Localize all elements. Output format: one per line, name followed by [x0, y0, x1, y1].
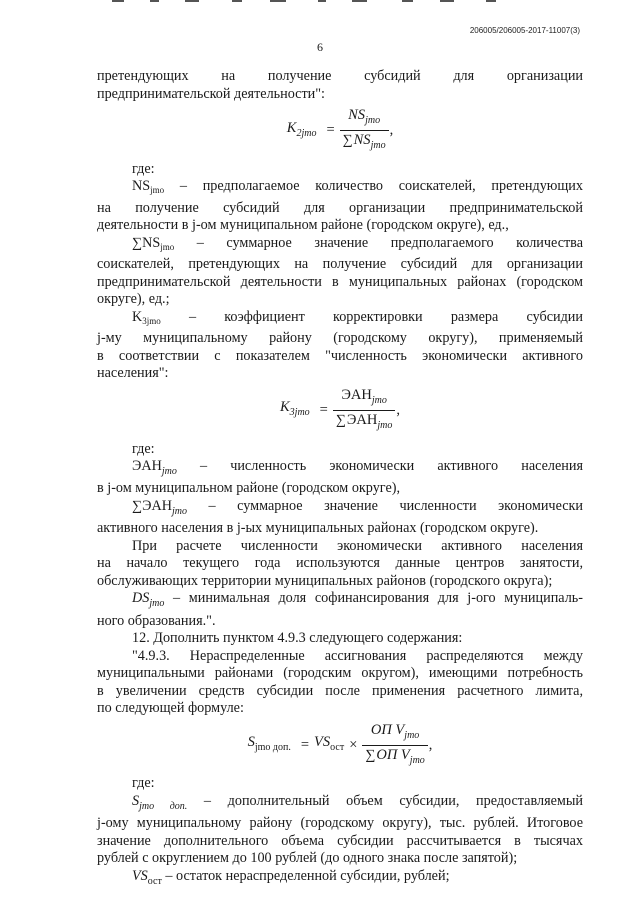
text-line: предпринимательской деятельности":	[97, 85, 325, 102]
text-line: где:	[132, 440, 155, 457]
text-line: где:	[132, 775, 155, 792]
text-line: ного образования.".	[97, 612, 216, 629]
text-line: активного населения в j-ых муниципальных районах (городском округе).	[97, 520, 539, 537]
text-line: j-ому муниципальному району (городскому округу), тыс. рублей. Итоговое	[97, 815, 583, 832]
definition-k3: $K_{3jmo}$ – коэффициент корректировки размера субсидии	[132, 308, 583, 326]
definition-sum-ns: $\sum NS_{jmo}$ – суммарное значение предполагаемого количества	[132, 234, 583, 252]
text-line: претендующих на получение субсидий для организации	[97, 68, 583, 84]
text-line: рублей с округлением до 100 рублей (до одного знака после запятой);	[97, 850, 518, 867]
definition-vs: $VS_{ост}$ – остаток нераспределенной субсидии, рублей;	[132, 867, 450, 887]
formula-k2: $K_{2jmo}$ = $\frac{NS_{jmo}}{\sum NS_{jmo}}$ ,	[97, 107, 583, 155]
formula-fraction: $\frac{ОП V_{jmo}}{\sum ОП V_{jmo}}$	[362, 722, 427, 770]
definition-ds: $DS_{jmo}$ – минимальная доля софинансирования для j-ого муниципаль-	[132, 590, 583, 610]
text-line: по следующей формуле:	[97, 700, 244, 717]
document-body	[97, 68, 583, 890]
text-line: соискателей, претендующих на получение субсидий для организации	[97, 256, 583, 273]
text-line: При расчете численности экономически активного населения	[132, 537, 583, 554]
scan-marks	[0, 0, 640, 6]
definition-ean: $ЭАН_{jmo}$ – численность экономически активного населения	[132, 458, 583, 477]
definition-ns: $NS_{jmo}$ – предполагаемое количество соискателей, претендующих	[132, 178, 583, 196]
text-line: где:	[132, 160, 155, 177]
text-line: значение дополнительного объема субсидии рассчитывается в тысячах	[97, 832, 583, 849]
text-line: населения":	[97, 365, 169, 382]
formula-s: $S_{jmo доп.}$ = $VS_{ост}$ × $\frac{ОП V_{jmo}}{\sum ОП V_{jmo}}$ ,	[97, 722, 583, 770]
text-line: деятельности в j-ом муниципальном районе (городском округе), ед.,	[97, 217, 509, 234]
text-line: на получение субсидий для организации предпринимательской	[97, 199, 583, 216]
text-line: в соответствии с показателем "численность экономически активного	[97, 347, 583, 364]
text-line: муниципальными районами (городским округом), имеющими потребность	[97, 665, 583, 682]
text-line: обслуживающих территории муниципальных районов (городского округа);	[97, 572, 553, 589]
text-line: "4.9.3. Нераспределенные ассигнования распределяются между	[132, 647, 583, 664]
definition-sum-ean: $\sum ЭАН_{jmo}$ – суммарное значение численности экономически	[132, 497, 583, 517]
page-number: 6	[317, 40, 323, 54]
text-line: в увеличении средств субсидии после применения расчетного лимита,	[97, 682, 583, 699]
definition-s: $S_{jmo доп.}$ – дополнительный объем субсидии, предоставляемый	[132, 792, 583, 812]
document-id: 206005/206005-2017-11007(3)	[469, 26, 580, 35]
formula-fraction: $\frac{NS_{jmo}}{\sum NS_{jmo}}$	[340, 107, 389, 155]
text-line: предпринимательской деятельности в муниципальных районах (городском	[97, 273, 583, 290]
formula-fraction: $\frac{ЭАН_{jmo}}{\sum ЭАН_{jmo}}$	[333, 387, 396, 435]
text-line: округе), ед.;	[97, 291, 170, 308]
text-line: в j-ом муниципальном районе (городском округе),	[97, 480, 401, 497]
text-line: на начало текущего года используются данные центров занятости,	[97, 555, 583, 572]
text-line: j-му муниципальному району (городскому округу), применяемый	[97, 330, 583, 347]
formula-k3: $K_{3jmo}$ = $\frac{ЭАН_{jmo}}{\sum ЭАН_{jmo}}$ ,	[97, 387, 583, 435]
item-12: 12. Дополнить пунктом 4.9.3 следующего содержания:	[132, 630, 463, 647]
